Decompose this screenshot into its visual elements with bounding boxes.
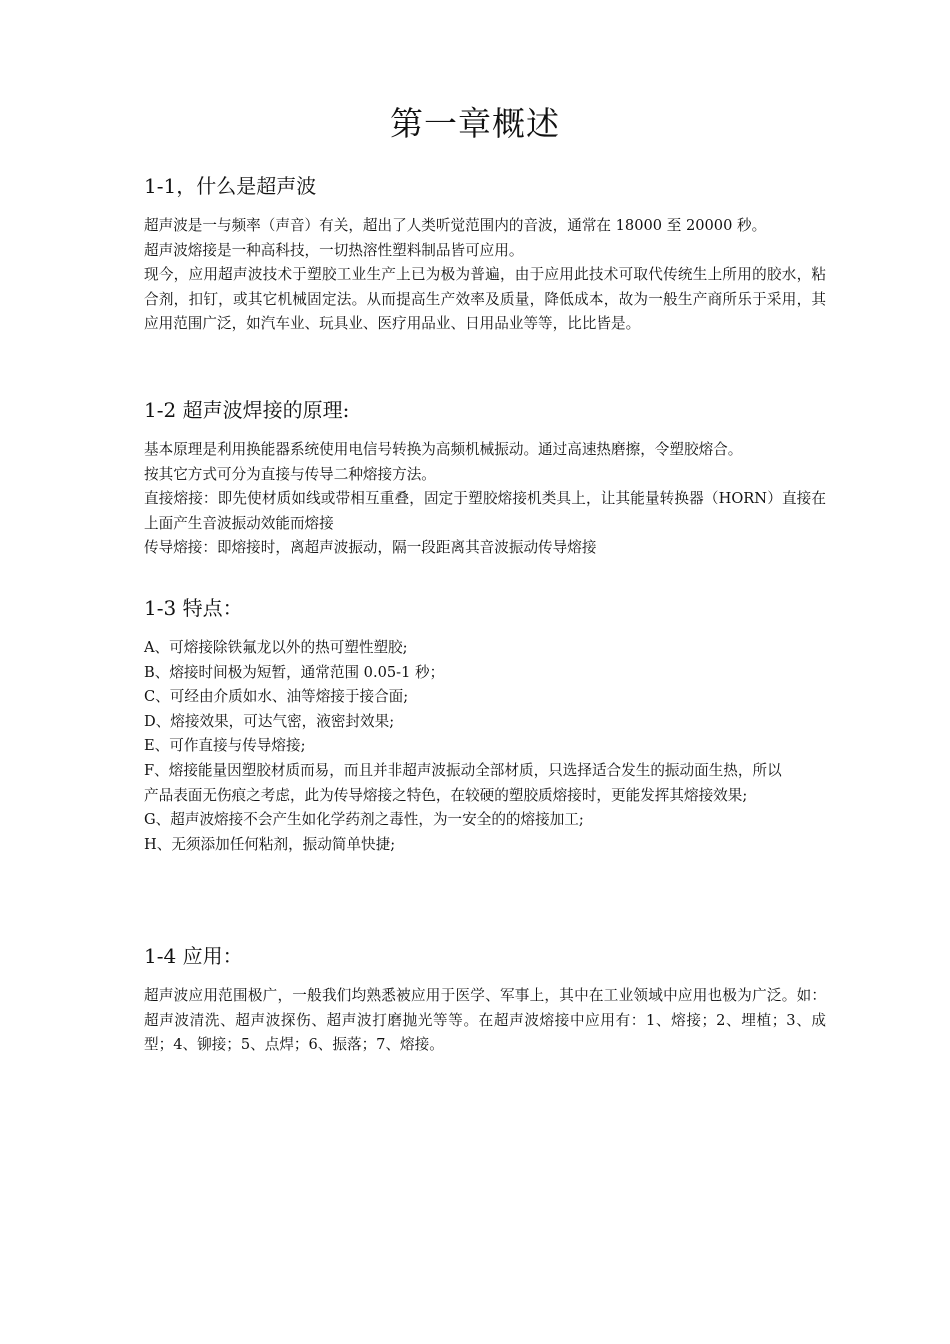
chapter-title: 第一章概述 [390, 104, 560, 143]
feature-item-c: C、可经由介质如水、油等熔接于接合面; [144, 688, 409, 706]
feature-item-d: D、熔接效果，可达气密，液密封效果; [144, 712, 395, 730]
section-heading: 1-3 特点： [144, 596, 243, 620]
section-body [144, 214, 826, 337]
section-applications [144, 942, 826, 1058]
section-body [144, 438, 826, 561]
paragraph: 现今，应用超声波技术于塑胶工业生产上已为极为普遍，由于应用此技术可取代传统生上所用的胶水，粘合剂，扣钉，或其它机械固定法。从而提高生产效率及质量，降低成本，故为一般生产商所乐于采用，其应用范围广泛，如汽车业、玩具业、医疗用品业、日用品业等等，比比皆是。 [144, 266, 826, 333]
paragraph: 传导熔接：即熔接时，离超声波振动，隔一段距离其音波振动传导熔接 [144, 539, 597, 557]
section-heading: 1-2 超声波焊接的原理: [144, 398, 350, 422]
section-heading: 1-1，什么是超声波 [144, 174, 317, 198]
feature-item-f: F、熔接能量因塑胶材质而易，而且并非超声波振动全部材质，只选择适合发生的振动面生热，所以 [144, 761, 782, 779]
paragraph: 超声波熔接是一种高科技，一切热溶性塑料制品皆可应用。 [144, 241, 524, 259]
section-heading: 1-4 应用： [144, 944, 243, 968]
feature-item-e: E、可作直接与传导熔接; [144, 737, 306, 755]
feature-item-b: B、熔接时间极为短暂，通常范围 0.05-1 秒； [144, 663, 445, 681]
paragraph: 直接熔接：即先使材质如线或带相互重叠，固定于塑胶熔接机类具上，让其能量转换器（HORN）直接在上面产生音波振动效能而熔接 [144, 490, 826, 532]
feature-item-g: G、超声波熔接不会产生如化学药剂之毒性，为一安全的的熔接加工; [144, 811, 584, 829]
section-features [144, 594, 826, 857]
paragraph: 超声波是一与频率（声音）有关，超出了人类听觉范围内的音波，通常在 18000 至 20000 秒。 [144, 217, 767, 234]
section-body [144, 984, 826, 1058]
section-welding-principle [144, 396, 826, 561]
section-what-is-ultrasound [144, 172, 826, 337]
feature-item-a: A、可熔接除铁氟龙以外的热可塑性塑胶; [144, 639, 408, 656]
paragraph: 按其它方式可分为直接与传导二种熔接方法。 [144, 465, 436, 483]
feature-item-f-continued: 产品表面无伤痕之考虑，此为传导熔接之特色，在较硬的塑胶质熔接时，更能发挥其熔接效果; [144, 786, 748, 804]
section-body [144, 636, 826, 857]
paragraph: 基本原理是利用换能器系统使用电信号转换为高频机械振动。通过高速热磨擦，令塑胶熔合。 [144, 441, 743, 458]
feature-item-h: H、无须添加任何粘剂，振动简单快捷; [144, 835, 396, 853]
paragraph: 超声波应用范围极广，一般我们均熟悉被应用于医学、军事上，其中在工业领域中应用也极为广泛。如：超声波清洗、超声波探伤、超声波打磨抛光等等。在超声波熔接中应用有：1、熔接；2、埋植；3、成型；4、铆接；5、点焊；6、振落；7、熔接。 [144, 987, 826, 1054]
